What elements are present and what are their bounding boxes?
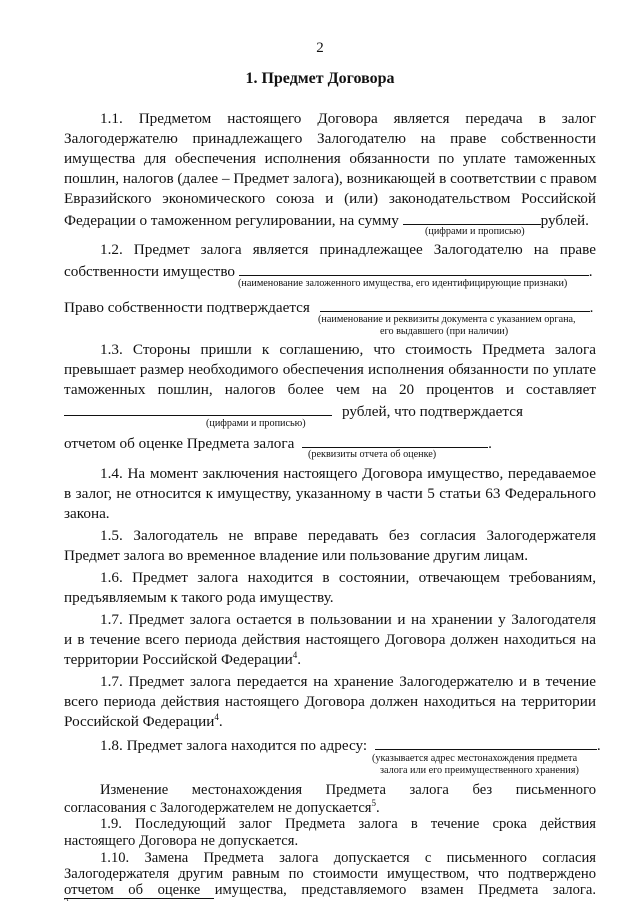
sum-caption: (цифрами и прописью) <box>425 226 525 237</box>
ownership-caption-2: его выдавшего (при наличии) <box>380 326 509 337</box>
ownership-period: . <box>589 299 594 316</box>
footnote-5-mark <box>64 900 69 901</box>
ownership-text: Право собственности подтверждается <box>64 299 310 316</box>
p1-9-line-1: 1.9. Последующий залог Предмета залога в течение срока действия <box>100 816 596 832</box>
footnote-ref-4a: 4 <box>292 649 298 660</box>
p1-1-line-5: Евразийского экономического союза и (или) законодательством Российской <box>64 190 596 207</box>
p1-5-line-1: 1.5. Залогодатель не вправе передавать без согласия Залогодержателя <box>100 527 596 544</box>
property-caption: (наименование заложенного имущества, его идентифицирующие признаки) <box>238 278 568 289</box>
value-caption: (цифрами и прописью) <box>206 418 306 429</box>
report-period: . <box>488 435 492 452</box>
p1-7a-line-1: 1.7. Предмет залога остается в пользовании и на хранении у Залогодателя <box>100 611 596 628</box>
p1-1-line-2: Залогодержателю принадлежащего Залогодателю на праве собственности <box>64 130 596 147</box>
p1-5-line-2: Предмет залога во временное владение или пользование другим лицам. <box>64 547 528 564</box>
p1-6-line-1: 1.6. Предмет залога находится в состоянии, отвечающем требованиям, <box>100 569 596 586</box>
change-text: согласования с Залогодержателем не допускается <box>64 800 372 816</box>
p1-4-line-3: закона. <box>64 505 110 522</box>
p1-7b-line-2: всего периода действия настоящего Договора должен находиться на территории <box>64 693 596 710</box>
p1-3-rubles-text: рублей, что подтверждается <box>342 403 523 420</box>
p1-7b-line-3: Российской Федерации$^4$. <box>64 711 223 730</box>
p1-2-period: . <box>588 263 593 280</box>
report-text: отчетом об оценке Предмета залога <box>64 435 295 452</box>
p1-1-rubles: рублей. <box>540 212 589 229</box>
p1-9-line-2: настоящего Договора не допускается. <box>64 833 299 849</box>
p1-6-line-2: предъявляемым к такого рода имуществу. <box>64 589 334 606</box>
change-line-2: согласования с Залогодержателем не допускается$^5$. <box>64 798 380 816</box>
p1-7a-text: территории Российской Федерации <box>64 651 293 668</box>
page-number: 2 <box>316 40 324 56</box>
p1-1-line-3: имущества для обеспечения исполнения обязанности по уплате таможенных <box>64 150 596 167</box>
p1-7b-text: Российской Федерации <box>64 713 215 730</box>
p1-3-line-3: таможенных пошлин, налогов более чем на 20 процентов и составляет <box>64 381 596 398</box>
report-caption: (реквизиты отчета об оценке) <box>308 449 437 460</box>
p1-7a-line-3: территории Российской Федерации$^4$. <box>64 649 302 668</box>
address-caption-1: (указывается адрес местонахождения предмета <box>372 753 578 764</box>
p1-2-property-text: собственности имущество <box>64 263 235 280</box>
p1-7a-line-2: и в течение всего периода действия настоящего Договора должен находиться на <box>64 631 596 648</box>
footnote-ref-5: 5 <box>371 798 377 809</box>
p1-1-sum-text: Федерации о таможенном регулировании, на сумму <box>64 212 399 229</box>
section-title: 1. Предмет Договора <box>245 70 395 87</box>
ownership-caption-1: (наименование и реквизиты документа с указанием органа, <box>318 314 576 325</box>
address-period: . <box>596 737 601 754</box>
change-line-1: Изменение местонахождения Предмета залога без письменного <box>100 782 596 798</box>
address-text: 1.8. Предмет залога находится по адресу: <box>100 737 368 754</box>
p1-10-line-3: отчетом об оценке имущества, представляемого взамен Предмета залога. <box>64 882 596 898</box>
p1-10-line-1: 1.10. Замена Предмета залога допускается с письменного согласия <box>100 850 596 866</box>
p1-1-line-4: пошлин, налогов (далее – Предмет залога), возникающей в соответствии с правом <box>64 170 597 187</box>
footnote-5 <box>64 900 596 901</box>
address-caption-2: залога или его преимущественного хранения) <box>380 765 579 776</box>
p1-10-line-2: Залогодержателя другим равным по стоимости имуществом, что подтверждено <box>64 866 596 882</box>
p1-3-line-2: превышает размер необходимого обеспечения исполнения обязанности по уплате <box>64 361 596 378</box>
p1-7b-line-1: 1.7. Предмет залога передается на хранение Залогодержателю и в течение <box>100 673 596 690</box>
p1-4-line-1: 1.4. На момент заключения настоящего Договора имущество, передаваемое <box>100 465 596 482</box>
footnote-ref-4b: 4 <box>214 711 219 722</box>
p1-1-line-1: 1.1. Предметом настоящего Договора является передача в залог <box>100 110 596 127</box>
p1-3-line-1: 1.3. Стороны пришли к соглашению, что стоимость Предмета залога <box>100 341 596 358</box>
p1-2-line-1: 1.2. Предмет залога является принадлежащее Залогодателю на праве <box>100 241 596 258</box>
p1-4-line-2: в залог, не относится к имуществу, указанному в части 5 статьи 63 Федерального <box>64 485 596 502</box>
